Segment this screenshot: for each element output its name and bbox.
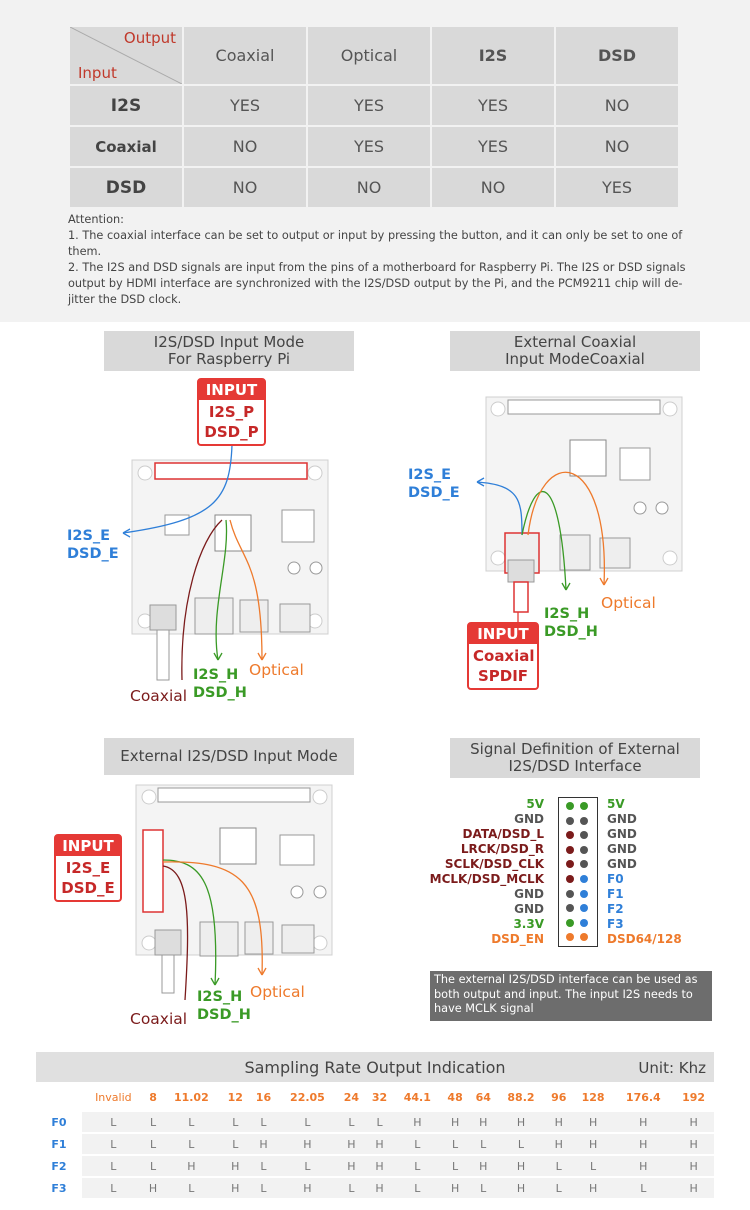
rate-cell: L	[337, 1112, 365, 1132]
pin-left	[566, 802, 574, 810]
table-corner-cell	[70, 27, 182, 84]
rate-cell: H	[366, 1178, 394, 1198]
rate-cell: H	[441, 1178, 469, 1198]
mode1-input-label1: I2S_P	[208, 403, 255, 421]
rate-table-unit: Unit: Khz	[638, 1059, 706, 1077]
pin-left	[566, 919, 574, 927]
corner-input-label: Input	[78, 64, 117, 82]
mode2-input-head: INPUT	[469, 624, 537, 644]
mode3-output-h-line2: DSD_H	[197, 1007, 251, 1023]
mode1-title-line2: For Raspberry Pi	[167, 350, 291, 368]
signal-label-right: F2	[607, 902, 624, 916]
mode1-title-line1: I2S/DSD Input Mode	[153, 333, 305, 351]
column-header: Coaxial	[184, 27, 306, 84]
mode2-input-label1: Coaxial	[473, 647, 535, 665]
mode3-input-head: INPUT	[56, 836, 120, 856]
mode2-output-e-line2: DSD_E	[408, 485, 460, 501]
pin-right	[580, 919, 588, 927]
mode1-output-e-line1: I2S_E	[67, 528, 111, 544]
table-cell: YES	[556, 166, 678, 207]
table-cell: NO	[184, 125, 306, 166]
rate-column-header: 48	[447, 1090, 463, 1104]
pin-right	[580, 933, 588, 941]
signal-label-left: DATA/DSD_L	[462, 827, 544, 841]
signal-left-labels	[420, 797, 544, 947]
corner-output-label: Output	[123, 29, 176, 47]
signal-label-right: GND	[607, 812, 637, 826]
mode1-input-label2: DSD_P	[204, 423, 259, 441]
rate-column-header: 96	[551, 1090, 567, 1104]
mode1-board	[132, 460, 328, 680]
rate-cell: L	[469, 1178, 497, 1198]
rate-cell: H	[221, 1178, 249, 1198]
mode3-output-h-line1: I2S_H	[197, 989, 243, 1005]
mode2-input-body	[469, 644, 537, 688]
rate-cell: L	[221, 1134, 249, 1154]
rate-cell: H	[469, 1112, 497, 1132]
table-cell: NO	[556, 125, 678, 166]
mode3-input-body	[56, 856, 120, 900]
mode2-title-line1: External Coaxial	[513, 333, 637, 351]
mode1-optical-label: Optical	[249, 661, 304, 679]
mode1-output-h	[193, 666, 247, 702]
signal-label-left: GND	[514, 812, 544, 826]
rate-cell: H	[161, 1156, 221, 1176]
column-header: I2S	[432, 27, 554, 84]
rate-cell: H	[497, 1112, 544, 1132]
mode1-input-box	[197, 378, 266, 446]
signal-label-right: DSD64/128	[607, 932, 682, 946]
attention-note	[68, 212, 688, 308]
mode1-output-e-line2: DSD_E	[67, 546, 119, 562]
pin-left	[566, 875, 574, 883]
rate-cell: L	[145, 1134, 162, 1154]
table-cell: YES	[308, 84, 430, 125]
rate-cell: L	[145, 1156, 162, 1176]
mode2-input-label2: SPDIF	[477, 667, 529, 685]
rate-cell: H	[249, 1134, 277, 1154]
mode3-output-h	[197, 988, 251, 1024]
mode3-input-label1: I2S_E	[65, 859, 111, 877]
mode2-title-line2: Input ModeCoaxial	[505, 350, 645, 368]
rate-cell: L	[545, 1178, 573, 1198]
mode2-output-h	[544, 605, 598, 641]
pin-right	[580, 860, 588, 868]
rate-cell: L	[161, 1178, 221, 1198]
table-row	[36, 1112, 714, 1132]
pin-right	[580, 846, 588, 854]
rate-cell: L	[82, 1134, 145, 1154]
mode1-output-h-line1: I2S_H	[193, 667, 239, 683]
rate-column-header: 24	[343, 1090, 360, 1104]
mode2-output-e	[408, 466, 460, 502]
mode2-optical-label: Optical	[601, 594, 656, 612]
pin-left	[566, 904, 574, 912]
pin-left	[566, 846, 574, 854]
rate-cell: L	[394, 1134, 441, 1154]
pin-left	[566, 817, 574, 825]
rate-cell: L	[394, 1156, 441, 1176]
rate-cell: L	[82, 1178, 145, 1198]
mode2-output-h-line1: I2S_H	[544, 606, 590, 622]
rate-column-header: 192	[682, 1090, 706, 1104]
mode3-coaxial-label: Coaxial	[130, 1010, 188, 1028]
signal-def-title	[450, 738, 700, 778]
mode3-input-label2: DSD_E	[61, 879, 115, 897]
rate-cell: L	[573, 1156, 614, 1176]
signal-label-right: F0	[607, 872, 624, 886]
signal-label-left: 5V	[526, 797, 544, 811]
mode1-output-h-line2: DSD_H	[193, 685, 247, 701]
rate-cell: H	[441, 1112, 469, 1132]
table-row	[70, 84, 678, 125]
rate-cell: H	[673, 1156, 714, 1176]
mode3-input-box	[54, 834, 122, 902]
mode2-output-h-line2: DSD_H	[544, 624, 598, 640]
rate-cell: L	[161, 1134, 221, 1154]
rate-cell: L	[337, 1178, 365, 1198]
mode1-input-head: INPUT	[199, 380, 264, 400]
table-cell: NO	[184, 166, 306, 207]
rate-cell: L	[161, 1112, 221, 1132]
rate-column-header: 22.05	[290, 1090, 325, 1104]
rate-cell: L	[441, 1134, 469, 1154]
rate-column-header: 176.4	[625, 1090, 661, 1104]
mode1-output-e	[67, 527, 119, 563]
signal-label-right: GND	[607, 857, 637, 871]
rate-cell: H	[366, 1156, 394, 1176]
rate-cell: L	[613, 1178, 673, 1198]
rate-cell: H	[545, 1112, 573, 1132]
rate-cell: H	[337, 1156, 365, 1176]
table-cell: NO	[556, 84, 678, 125]
table-row	[36, 1156, 714, 1176]
table-row	[36, 1134, 714, 1154]
signal-label-right: F3	[607, 917, 624, 931]
rate-cell: L	[469, 1134, 497, 1154]
signal-label-left: GND	[514, 902, 544, 916]
rate-cell: H	[278, 1134, 338, 1154]
rate-corner	[36, 1084, 82, 1110]
rate-cell: H	[337, 1134, 365, 1154]
rate-cell: L	[394, 1178, 441, 1198]
rate-cell: H	[394, 1112, 441, 1132]
rate-column-header: 12	[227, 1090, 243, 1104]
rate-row-label: F0	[36, 1112, 82, 1132]
table-cell: NO	[308, 166, 430, 207]
rate-row-label: F2	[36, 1156, 82, 1176]
attention-title: Attention:	[68, 213, 124, 226]
signal-label-right: 5V	[607, 797, 625, 811]
rate-cell: H	[497, 1156, 544, 1176]
rate-row-label: F3	[36, 1178, 82, 1198]
table-cell: YES	[308, 125, 430, 166]
rate-column-header: 64	[475, 1090, 491, 1104]
rate-cell: H	[573, 1134, 614, 1154]
rate-cell: H	[613, 1134, 673, 1154]
table-row	[70, 166, 678, 207]
signal-label-left: GND	[514, 887, 544, 901]
pin-right	[580, 875, 588, 883]
rate-cell: L	[366, 1112, 394, 1132]
rate-cell: H	[673, 1112, 714, 1132]
signal-label-left: DSD_EN	[491, 932, 544, 946]
table-cell: NO	[432, 166, 554, 207]
pin-header	[558, 797, 598, 947]
rate-column-header: 88.2	[507, 1090, 535, 1104]
mode1-input-body	[199, 400, 264, 444]
rate-cell: H	[613, 1112, 673, 1132]
rate-cell: H	[366, 1134, 394, 1154]
rate-cell: H	[573, 1178, 614, 1198]
signal-def-title-line1: Signal Definition of External	[470, 740, 680, 758]
table-cell: YES	[184, 84, 306, 125]
rate-cell: H	[469, 1156, 497, 1176]
pin-left	[566, 933, 574, 941]
signal-label-left: LRCK/DSD_R	[460, 842, 544, 856]
sampling-rate-table	[36, 1052, 714, 1200]
rate-cell: H	[497, 1178, 544, 1198]
rate-column-header: Invalid	[95, 1090, 132, 1104]
rate-table-title: Sampling Rate Output Indication	[244, 1058, 506, 1077]
rate-cell: L	[497, 1134, 544, 1154]
signal-label-right: GND	[607, 827, 637, 841]
row-header: I2S	[70, 84, 182, 125]
mode2-title	[450, 331, 700, 371]
rate-cell: L	[145, 1112, 162, 1132]
rate-cell: L	[278, 1112, 338, 1132]
pin-right	[580, 831, 588, 839]
table-row	[70, 125, 678, 166]
rate-column-header: 44.1	[403, 1090, 431, 1104]
signal-label-right: F1	[607, 887, 624, 901]
rate-column-header: 32	[371, 1090, 388, 1104]
rate-cell: L	[249, 1178, 277, 1198]
rate-table-header	[36, 1052, 714, 1082]
signal-def-note: The external I2S/DSD interface can be used as both output and input. The input I2S needs to have MCLK signal	[430, 971, 712, 1021]
pin-right	[580, 802, 588, 810]
column-header: DSD	[556, 27, 678, 84]
table-cell: YES	[432, 125, 554, 166]
signal-label-right: GND	[607, 842, 637, 856]
signal-label-left: SCLK/DSD_CLK	[444, 857, 544, 871]
signal-label-left: MCLK/DSD_MCLK	[429, 872, 544, 886]
rate-cell: H	[145, 1178, 162, 1198]
rate-cell: H	[278, 1178, 338, 1198]
rate-cell: H	[613, 1156, 673, 1176]
rate-cell: H	[221, 1156, 249, 1176]
rate-cell: H	[673, 1178, 714, 1198]
rate-cell: L	[82, 1112, 145, 1132]
rate-column-header: 8	[149, 1090, 157, 1104]
row-header: Coaxial	[70, 125, 182, 166]
rate-cell: L	[82, 1156, 145, 1176]
rate-cell: L	[441, 1156, 469, 1176]
row-header: DSD	[70, 166, 182, 207]
pin-left	[566, 831, 574, 839]
pin-right	[580, 890, 588, 898]
pin-left	[566, 890, 574, 898]
mode2-output-e-line1: I2S_E	[408, 467, 452, 483]
attention-line-1: 1. The coaxial interface can be set to output or input by pressing the button, and it can only be set to one of them.	[68, 229, 683, 258]
mode3-optical-label: Optical	[250, 983, 305, 1001]
pin-left	[566, 860, 574, 868]
mode2-board	[486, 397, 682, 612]
rate-cell: L	[221, 1112, 249, 1132]
mode3-diagram	[0, 780, 360, 1040]
rate-column-header: 128	[581, 1090, 605, 1104]
signal-def-title-line2: I2S/DSD Interface	[508, 757, 642, 775]
attention-line-2: 2. The I2S and DSD signals are input from the pins of a motherboard for Raspberry Pi. The I2S or DSD signals output by HDMI interface are synchronized with the I2S/DSD output by the Pi, and the PCM9211 chip will de-jitter the DSD clock.	[68, 261, 686, 306]
rate-cell: L	[278, 1156, 338, 1176]
pin-right	[580, 817, 588, 825]
rate-grid	[36, 1082, 714, 1200]
column-header: Optical	[308, 27, 430, 84]
signal-right-labels	[607, 797, 707, 947]
rate-cell: H	[573, 1112, 614, 1132]
mode2-input-box	[467, 622, 539, 690]
signal-label-left: 3.3V	[513, 917, 544, 931]
rate-row-label: F1	[36, 1134, 82, 1154]
table-cell: YES	[432, 84, 554, 125]
rate-cell: L	[545, 1156, 573, 1176]
rate-column-header: 11.02	[173, 1090, 209, 1104]
io-compatibility-table	[68, 27, 680, 207]
rate-cell: L	[249, 1156, 277, 1176]
rate-cell: H	[545, 1134, 573, 1154]
pin-right	[580, 904, 588, 912]
mode3-title: External I2S/DSD Input Mode	[104, 738, 354, 775]
rate-column-header: 16	[255, 1090, 272, 1104]
mode1-coaxial-label: Coaxial	[130, 687, 188, 705]
table-row	[36, 1178, 714, 1198]
rate-cell: H	[673, 1134, 714, 1154]
rate-cell: L	[249, 1112, 277, 1132]
